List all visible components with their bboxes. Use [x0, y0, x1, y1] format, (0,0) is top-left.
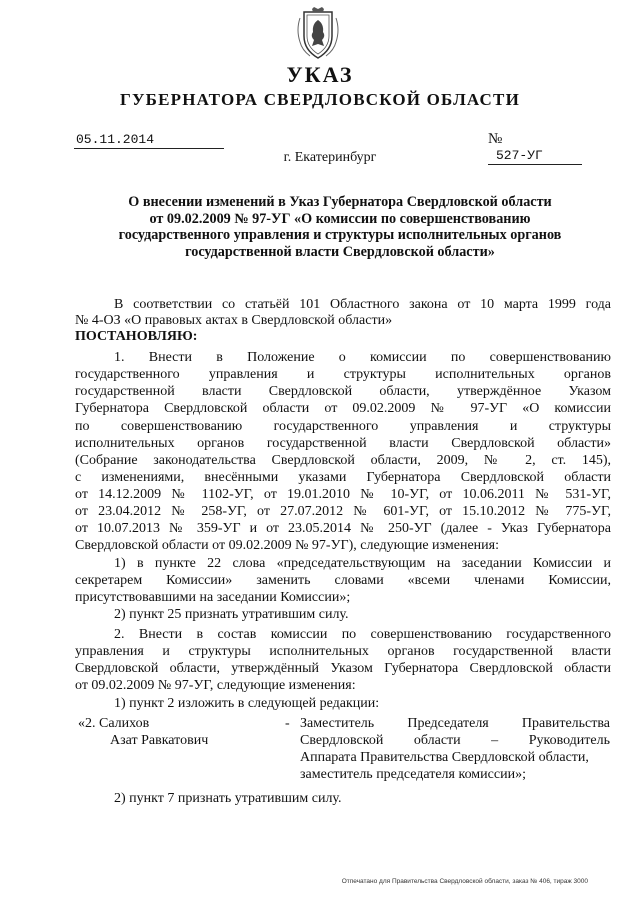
- print-note: Отпечатано для Правительства Свердловской области, заказ № 406, тираж 3000: [341, 878, 588, 885]
- body-line: № 4-ОЗ «О правовых актах в Свердловской области»: [75, 313, 393, 328]
- body-line: 1) в пункте 22 слова «председательствующим на заседании Комиссии и: [114, 556, 611, 571]
- body-line: Свердловской области от 09.02.2009 № 97-УГ), следующие изменения:: [75, 538, 499, 553]
- member-given-names: Азат Равкатович: [110, 733, 209, 748]
- heading-line: государственной власти Свердловской области»: [185, 243, 495, 260]
- body-line: от 14.12.2009 № 1102-УГ, от 19.01.2010 № 10-УГ, от 10.06.2011 № 531-УГ,: [75, 487, 611, 502]
- body-line: Свердловской области, утверждённый Указом Губернатора Свердловской области: [75, 661, 611, 676]
- body-line: от 23.04.2012 № 258-УГ, от 27.07.2012 № 601-УГ, от 15.10.2012 № 775-УГ,: [75, 504, 611, 519]
- body-line: 2) пункт 25 признать утратившим силу.: [114, 607, 349, 622]
- body-line: секретарем Комиссии» заменить словами «всеми членами Комиссии,: [75, 573, 611, 588]
- city-name: г. Екатеринбург: [283, 150, 377, 165]
- decree-title: УКАЗ: [286, 62, 354, 87]
- body-line: 2. Внести в состав комиссии по совершенствованию государственного: [114, 627, 611, 642]
- member-position-line: заместитель председателя комиссии»;: [300, 767, 526, 782]
- decree-subtitle: ГУБЕРНАТОРА СВЕРДЛОВСКОЙ ОБЛАСТИ: [119, 90, 521, 109]
- member-position-line: Заместитель Председателя Правительства: [300, 716, 610, 731]
- decree-heading: [80, 194, 600, 260]
- heading-line: от 09.02.2009 № 97-УГ «О комиссии по совершенствованию: [149, 210, 531, 227]
- body-line: (Собрание законодательства Свердловской области, 2009, № 2, ст. 145),: [75, 453, 611, 468]
- body-line: управления и структуры исполнительных органов государственной власти: [75, 644, 611, 659]
- body-line: исполнительных органов государственной власти Свердловской области»: [75, 436, 611, 451]
- body-line: присутствовавшими на заседании Комиссии»;: [75, 590, 351, 605]
- heading-line: государственного управления и структуры исполнительных органов: [118, 227, 562, 243]
- body-line: Губернатора Свердловской области от 09.02.2009 № 97-УГ «О комиссии: [75, 401, 611, 416]
- member-dash: -: [285, 716, 290, 731]
- body-line: государственного управления и структуры исполнительных органов: [75, 367, 611, 382]
- body-line: 1. Внести в Положение о комиссии по совершенствованию: [114, 350, 611, 365]
- heading-line: О внесении изменений в Указ Губернатора Свердловской области: [128, 194, 552, 210]
- decree-command: ПОСТАНОВЛЯЮ:: [75, 329, 198, 344]
- body-line: государственной власти Свердловской области, утверждённое Указом: [75, 384, 611, 399]
- decree-date: 05.11.2014: [74, 132, 224, 149]
- member-position-line: Аппарата Правительства Свердловской области,: [300, 750, 589, 765]
- body-line: с изменениями, внесёнными указами Губернатора Свердловской области: [75, 470, 611, 485]
- body-line: 2) пункт 7 признать утратившим силу.: [114, 791, 342, 806]
- body-line: от 10.07.2013 № 359-УГ и от 23.05.2014 № 250-УГ (далее - Указ Губернатора: [75, 521, 611, 536]
- decree-number: 527-УГ: [488, 148, 582, 165]
- body-line: 1) пункт 2 изложить в следующей редакции:: [114, 696, 380, 711]
- body-line: В соответствии со статьёй 101 Областного закона от 10 марта 1999 года: [114, 297, 611, 312]
- body-line: от 09.02.2009 № 97-УГ, следующие изменения:: [75, 678, 356, 693]
- number-label: №: [488, 131, 503, 147]
- coat-of-arms-emblem: [290, 6, 346, 62]
- member-number-surname: «2. Салихов: [78, 716, 150, 731]
- body-line: по совершенствованию государственного управления и структуры: [75, 419, 611, 434]
- member-position-line: Свердловской области – Руководитель: [300, 733, 610, 748]
